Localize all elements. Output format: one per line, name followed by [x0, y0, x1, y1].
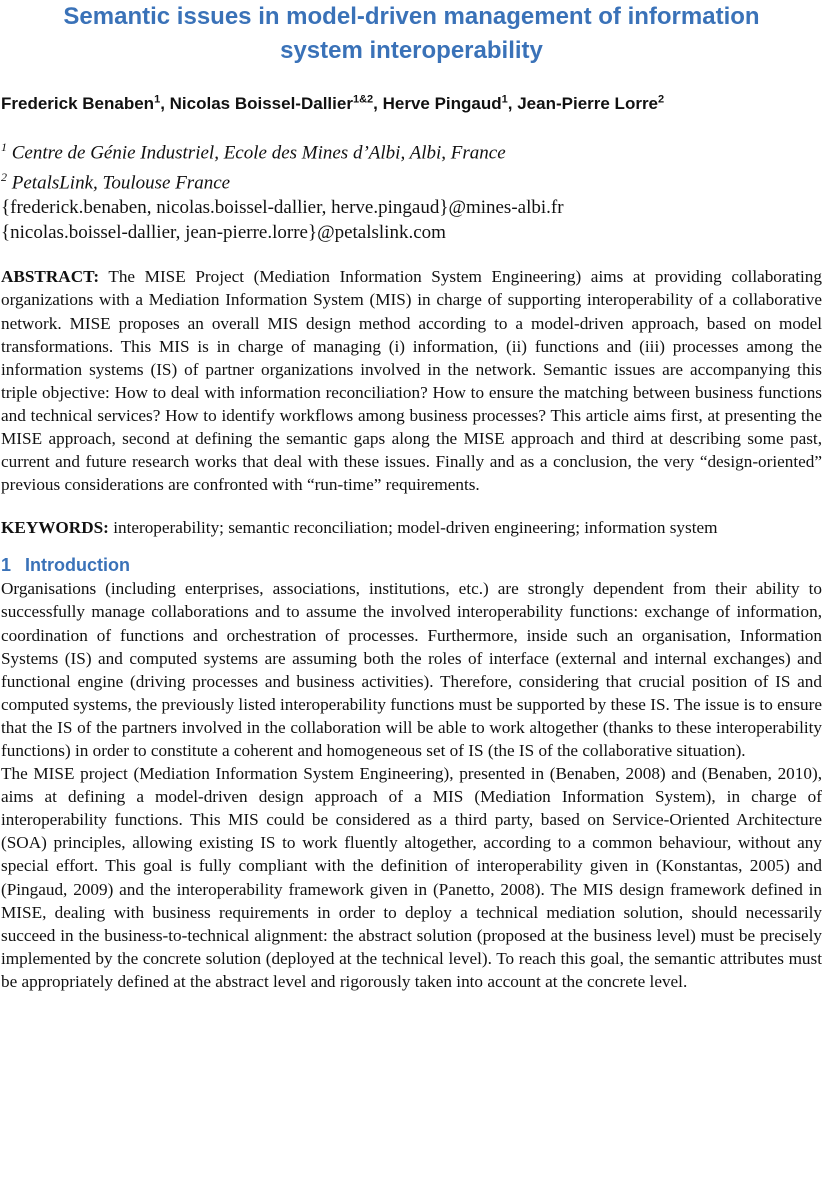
email-line-2: {nicolas.boissel-dallier, jean-pierre.lorre}@petalslink.com [1, 222, 446, 244]
author-list [1, 88, 822, 115]
author: Jean-Pierre Lorre$^2$ [517, 93, 665, 113]
affiliations [1, 135, 822, 246]
abstract-label: ABSTRACT: [1, 267, 100, 287]
author: Frederick Benaben$^1$, [1, 93, 170, 113]
keywords-label: KEYWORDS: [1, 518, 109, 538]
author: Herve Pingaud$^1$, [382, 93, 518, 113]
paragraph-2: The MISE project (Mediation Information System Engineering), presented in (Benaben, 2008) and (Benaben, 2010), aims at defining a model-driven design approach of a MIS (Mediation Information System), in charge of interoperability functions. This MIS could be considered as a third party, based on Service-Oriented Architecture (SOA) principles, allowing existing IS to work fluently altogether, according to a common behaviour, without any special effort. This goal is fully compliant with the definition of interoperability given in (Konstantas, 2005) and (Pingaud, 2009) and the interoperability framework given in (Panetto, 2008). The MIS design framework defined in MISE, dealing with business requirements in order to deploy a technical mediation solution, should necessarily succeed in the business-to-technical alignment: the abstract solution (proposed at the business level) must be precisely implemented by the concrete solution (deployed at the technical level). To reach this goal, the semantic attributes must be appropriately defined at the abstract level and rigorously taken into account at the concrete level. [1, 764, 822, 991]
section-title: Introduction [25, 555, 130, 576]
paper-title [1, 0, 822, 68]
keywords [1, 516, 822, 539]
abstract-text: The MISE Project (Mediation Information System Engineering) aims at providing collaborating organizations with a Mediation Information System (MIS) in charge of supporting interoperability of a collaborative network. MISE proposes an overall MIS design method according to a model-driven approach, based on model transformations. This MIS is in charge of managing (i) information, (ii) functions and (iii) processes among the information systems (IS) of partner organizations involved in the network. Semantic issues are accompanying this triple objective: How to deal with information reconciliation? How to ensure the matching between business functions and technical services? How to identify workflows among business processes? This article aims first, at presenting the MISE approach, second at defining the semantic gaps along the MISE approach and third at describing some past, current and future research works that deal with these issues. Finally and as a conclusion, the very “design-oriented” previous considerations are confronted with “run-time” requirements. [1, 267, 822, 495]
title-line-2: system interoperability [280, 37, 543, 64]
keywords-text: interoperability; semantic reconciliation; model-driven engineering; information system [108, 518, 718, 538]
abstract [1, 265, 822, 496]
affiliation-1: $^1$ Centre de Génie Industriel, Ecole des Mines d’Albi, Albi, France [1, 139, 506, 163]
author: Nicolas Boissel-Dallier$^{1\&2}$, [169, 93, 383, 113]
email-line-1: {frederick.benaben, nicolas.boissel-dallier, herve.pingaud}@mines-albi.fr [1, 197, 564, 219]
paragraph-1: Organisations (including enterprises, associations, institutions, etc.) are strongly dependent from their ability to successfully manage collaborations and to assume the involved interoperability functions: exchange of information, coordination of functions and orchestration of processes. Furthermore, inside such an organisation, Information Systems (IS) and computed systems are assuming both the roles of interface (external and internal exchanges) and functional engine (driving processes and business activities). Therefore, considering that crucial position of IS and computed systems, the previously listed interoperability functions must be supported by these IS. The issue is to ensure that the IS of the partners involved in the collaboration will be able to work altogether (thanks to these interoperability functions) in order to constitute a coherent and homogeneous set of IS (the IS of the collaborative situation). [1, 579, 822, 760]
title-line-1: Semantic issues in model-driven management of information [63, 3, 760, 30]
section-number: 1 [1, 555, 12, 576]
affiliation-2: $^2$ PetalsLink, Toulouse France [1, 169, 231, 194]
section-heading [1, 553, 822, 577]
